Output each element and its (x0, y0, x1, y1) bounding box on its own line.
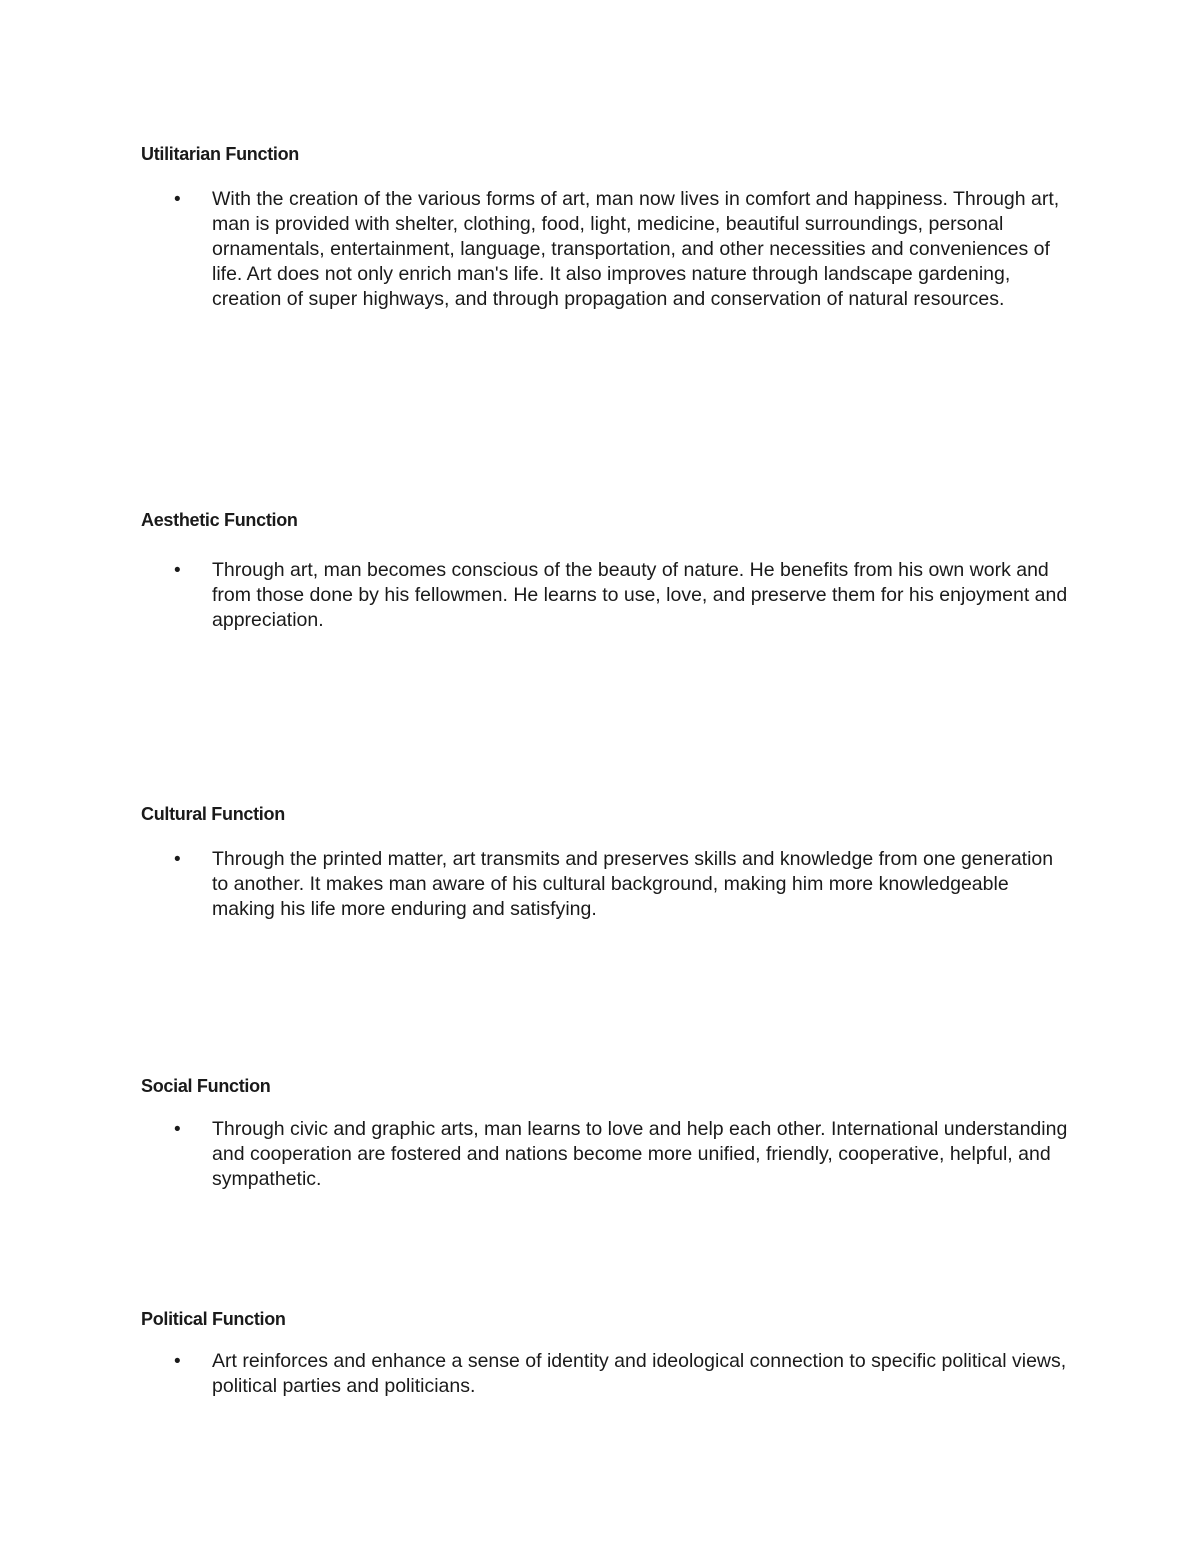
list-item-text: Through the printed matter, art transmits and preserves skills and knowledge from one generation to another. It makes man aware of his cultural background, making him more knowledgeable making his life more enduring and satisfying. (212, 848, 1054, 920)
section-utilitarian-function (141, 143, 1071, 312)
list-item-text: With the creation of the various forms of art, man now lives in comfort and happiness. Through art, man is provided with shelter, clothing, food, light, medicine, beautiful surroundings, personal ornamentals, entertainment, language, transportation, and other necessities and conveniences of life. Art does not only enrich man's life. It also improves nature through landscape gardening, creation of super highways, and through propagation and conservation of natural resources. (212, 188, 1060, 310)
list-item (141, 1349, 1071, 1399)
bullet-list (141, 1349, 1071, 1399)
bullet-list (141, 847, 1071, 922)
bullet-icon: • (174, 1119, 181, 1140)
bullet-icon: • (174, 849, 181, 870)
bullet-icon: • (174, 1351, 181, 1372)
section-heading: Social Function (141, 1076, 271, 1096)
list-item-text: Art reinforces and enhance a sense of identity and ideological connection to specific political views, political parties and politicians. (212, 1350, 1067, 1397)
section-heading: Cultural Function (141, 804, 285, 824)
list-item-text: Through civic and graphic arts, man learns to love and help each other. International understanding and cooperation are fostered and nations become more unified, friendly, cooperative, helpful, and sympathetic. (212, 1118, 1068, 1190)
section-aesthetic-function (141, 509, 1071, 633)
bullet-icon: • (174, 189, 181, 210)
section-heading: Aesthetic Function (141, 510, 298, 530)
list-item (141, 187, 1071, 312)
list-item-text: Through art, man becomes conscious of the beauty of nature. He benefits from his own work and from those done by his fellowmen. He learns to use, love, and preserve them for his enjoyment and appreciation. (212, 559, 1068, 631)
list-item (141, 847, 1071, 922)
bullet-list (141, 558, 1071, 633)
bullet-icon: • (174, 560, 181, 581)
list-item (141, 558, 1071, 633)
bullet-list (141, 187, 1071, 312)
section-political-function (141, 1308, 1071, 1399)
section-heading: Political Function (141, 1309, 286, 1329)
section-cultural-function (141, 803, 1071, 922)
list-item (141, 1117, 1071, 1192)
bullet-list (141, 1117, 1071, 1192)
section-social-function (141, 1075, 1071, 1192)
section-heading: Utilitarian Function (141, 144, 299, 164)
